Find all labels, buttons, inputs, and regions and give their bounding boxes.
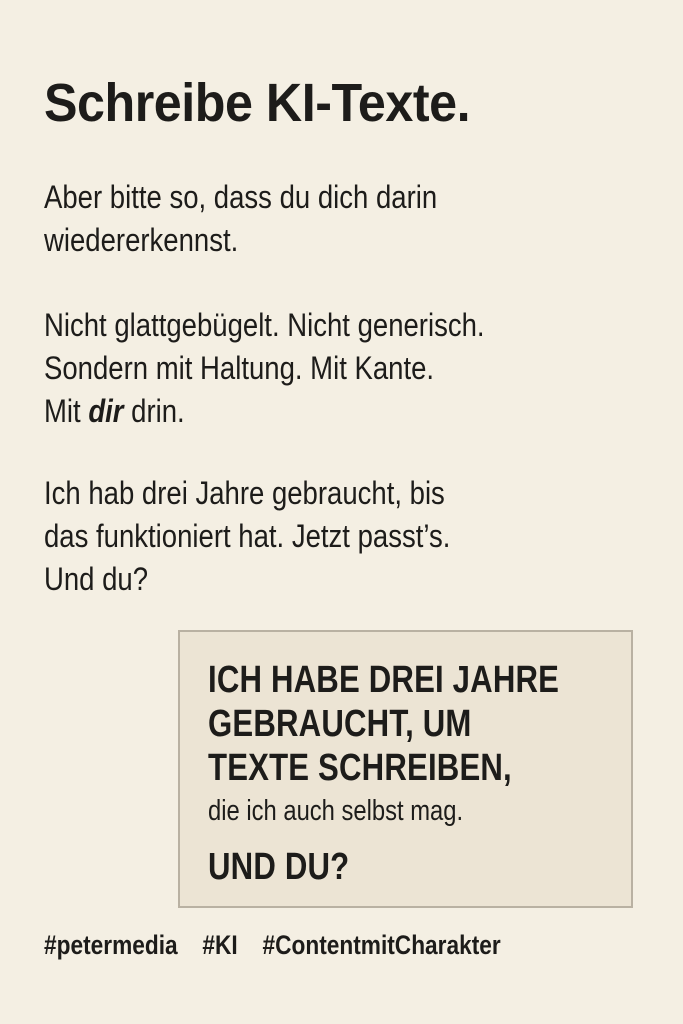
hashtag-row — [44, 930, 682, 961]
callout-line-1: ICH HABE DREI JAHRE — [208, 659, 560, 701]
attitude-line-2: Sondern mit Haltung. Mit Kante. — [44, 350, 435, 386]
emphasis-dir: dir — [88, 393, 124, 429]
hashtag-petermedia[interactable]: #petermedia — [44, 930, 178, 960]
attitude-paragraph — [44, 304, 646, 433]
intro-line-2: wiedererkennst. — [44, 222, 239, 258]
callout-content — [208, 658, 634, 889]
story-line-1: Ich hab drei Jahre gebraucht, bis — [44, 475, 445, 511]
hashtag-ki[interactable]: #KI — [202, 930, 238, 960]
headline: Schreibe KI-Texte. — [44, 73, 471, 133]
callout-box — [178, 630, 633, 908]
callout-subline: die ich auch selbst mag. — [208, 795, 464, 827]
callout-line-2: GEBRAUCHT, UM — [208, 703, 472, 745]
story-line-2: das funktioniert hat. Jetzt passt’s. — [44, 518, 451, 554]
story-paragraph — [44, 472, 646, 601]
attitude-line-3 — [44, 390, 646, 433]
hashtag-contentmitcharakter[interactable]: #ContentmitCharakter — [262, 930, 501, 960]
attitude-line-3-start: Mit — [44, 393, 89, 429]
attitude-line-3-end: drin. — [123, 393, 185, 429]
callout-line-3: TEXTE SCHREIBEN, — [208, 747, 512, 789]
intro-line-1: Aber bitte so, dass du dich darin — [44, 179, 438, 215]
intro-paragraph — [44, 176, 646, 262]
attitude-line-1: Nicht glattgebügelt. Nicht generisch. — [44, 307, 485, 343]
callout-closing: UND DU? — [208, 846, 350, 888]
story-line-3: Und du? — [44, 561, 149, 597]
